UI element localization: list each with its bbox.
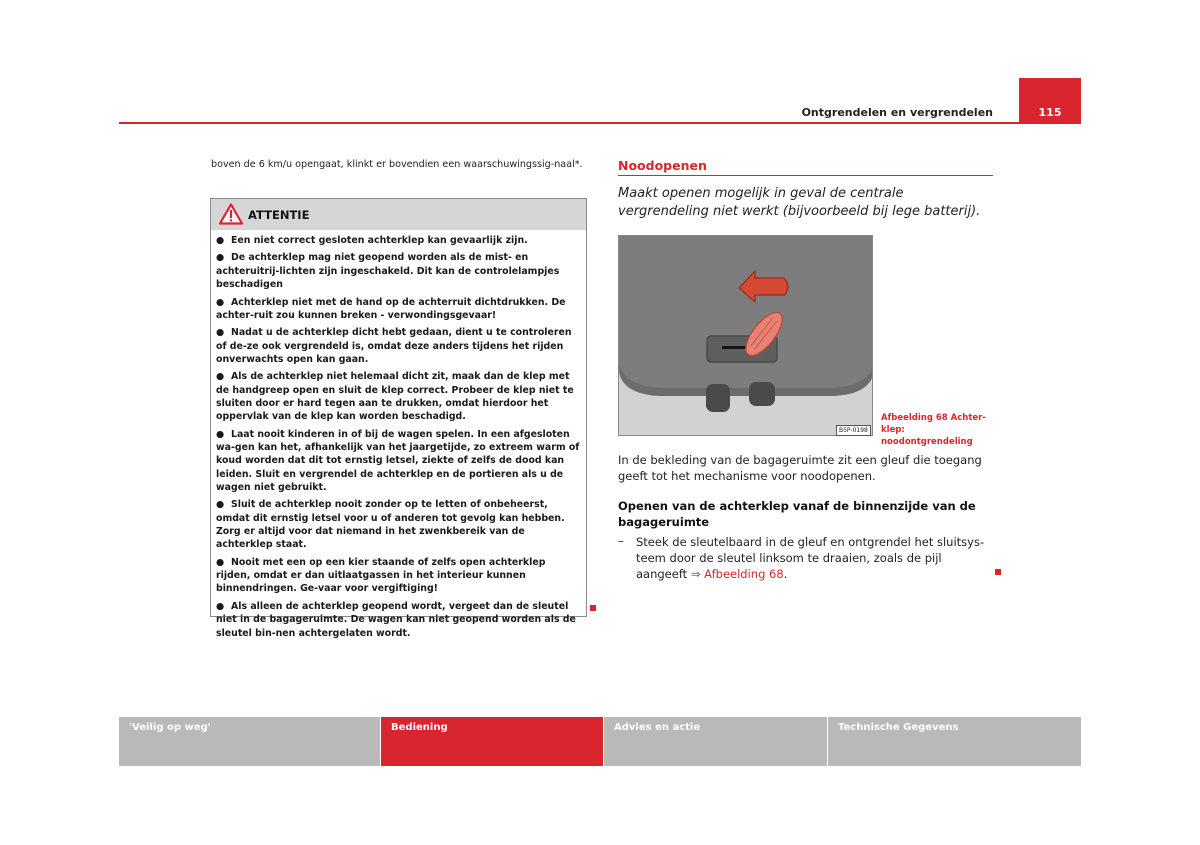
warning-item: [216, 296, 582, 323]
figure-caption: Afbeelding 68 Achter-klep: noodontgrendeling: [881, 413, 986, 447]
step-dash: –: [618, 534, 624, 548]
warning-item: [216, 251, 582, 291]
end-of-section-square-icon: [995, 569, 1001, 575]
warning-item-text: Een niet correct gesloten achterklep kan gevaarlijk zijn.: [231, 235, 528, 246]
tab-technische-gegevens[interactable]: [828, 717, 1081, 766]
bullet-icon: ●: [216, 296, 225, 308]
step-end: .: [783, 567, 788, 581]
warning-item: [216, 556, 582, 596]
chapter-title: Ontgrendelen en vergrendelen: [801, 106, 993, 119]
warning-list: [216, 234, 582, 644]
warning-item: [216, 370, 582, 423]
warning-title: ATTENTIE: [248, 208, 310, 222]
warning-triangle-icon: [219, 203, 243, 225]
step-paragraph: [636, 534, 993, 582]
warning-item-text: Als de achterklep niet helemaal dicht zit, maak dan de klep met de handgreep open en sluit de klep correct. Probeer de klep niet te sluiten door er hard tegen aan te drukken, omdat hierdoor het oppervlak van de klep kan worden beschadigd.: [216, 371, 574, 423]
section-title: Noodopenen: [618, 158, 707, 173]
section-rule: [618, 175, 993, 176]
tab-advies-en-actie[interactable]: [604, 717, 827, 766]
header-rule: [119, 122, 1081, 124]
bullet-icon: ●: [216, 327, 225, 339]
bullet-icon: ●: [216, 600, 225, 612]
warning-item-text: Laat nooit kinderen in of bij de wagen spelen. In een afgesloten wa-gen kan het, afhankelijk van het jaargetijde, zo extreem warm of koud worden dat dit tot ernstig letsel, ziekte of zelfs de dood kan leiden. Sluit en vergrendel de achterklep en de portieren als u de wagen niet gebruikt.: [216, 428, 580, 493]
warning-item: [216, 498, 582, 551]
bullet-icon: ●: [216, 428, 225, 440]
tab-bediening[interactable]: [381, 717, 603, 766]
warning-item: [216, 600, 582, 640]
tab-label: Bediening: [391, 722, 448, 733]
warning-item-text: De achterklep mag niet geopend worden als de mist- en achteruitrij-lichten zijn ingeschakeld. Dit kan de controlelampjes beschadigen: [216, 252, 560, 291]
intro-paragraph: boven de 6 km/u opengaat, klinkt er bovendien een waarschuwingssig-naal*.: [211, 159, 583, 170]
tab-label: Advies en actie: [614, 722, 701, 733]
bullet-icon: ●: [216, 499, 225, 511]
step-text: Steek de sleutelbaard in de gleuf en ontgrendel het sluitsys-teem door de sleutel linksom te draaien, zoals de pijl aangeeft: [636, 535, 985, 581]
warning-item: [216, 234, 582, 247]
figure-reference-link[interactable]: ⇒ Afbeelding 68: [690, 567, 784, 581]
emergency-release-illustration: [619, 236, 873, 436]
figure-code: B5P-0198: [836, 425, 871, 436]
warning-item-text: Nadat u de achterklep dicht hebt gedaan, dient u te controleren of de-ze ook vergrendeld is, omdat deze anders tijdens het rijden onverwachts open kan gaan.: [216, 327, 572, 365]
bullet-icon: ●: [216, 371, 225, 383]
end-of-section-square-icon: [590, 605, 596, 611]
page-number: 115: [1038, 106, 1062, 119]
bullet-icon: ●: [216, 252, 225, 264]
warning-item: [216, 428, 582, 494]
sub-heading: Openen van de achterklep vanaf de binnenzijde van de bagageruimte: [618, 499, 976, 529]
figure-emergency-release: [618, 235, 873, 436]
tab-label: 'Veilig op weg': [129, 722, 211, 733]
warning-item-text: Nooit met een op een kier staande of zelfs open achterklep rijden, omdat er dan uitlaatgassen in het interieur kunnen binnendringen. Ge-vaar voor vergiftiging!: [216, 556, 546, 595]
bullet-icon: ●: [216, 235, 225, 246]
bullet-icon: ●: [216, 556, 225, 568]
warning-item: [216, 326, 582, 366]
warning-item-text: Achterklep niet met de hand op de achterruit dichtdrukken. De achter-ruit zou kunnen breken - verwondingsgevaar!: [216, 296, 566, 321]
body-paragraph: In de bekleding van de bagageruimte zit een gleuf die toegang geeft tot het mechanisme voor noodopenen.: [618, 453, 982, 483]
warning-item-text: Als alleen de achterklep geopend wordt, vergeet dan de sleutel niet in de bagageruimte. De wagen kan niet geopend worden als de sleutel bin-nen achtergelaten wordt.: [216, 600, 576, 639]
warning-item-text: Sluit de achterklep nooit zonder op te letten of onbeheerst, omdat dit ernstig letsel voor u of anderen tot gevolg kan hebben. Zorg er altijd voor dat niemand in het zwenkbereik van de achterklep staat.: [216, 499, 565, 551]
tab-veilig-op-weg[interactable]: [119, 717, 380, 766]
section-intro: Maakt openen mogelijk in geval de centrale vergrendeling niet werkt (bijvoorbeeld bij lege batterij).: [618, 186, 981, 219]
tab-label: Technische Gegevens: [838, 722, 959, 733]
